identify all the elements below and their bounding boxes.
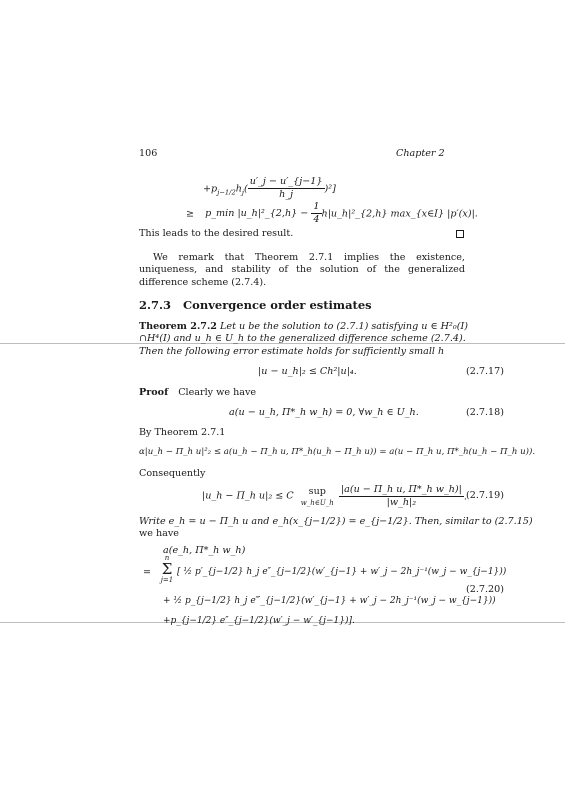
proof-intro: Proof Clearly we have xyxy=(139,387,257,398)
consequently-text: Consequently xyxy=(139,468,206,479)
by-theorem-text: By Theorem 2.7.1 xyxy=(139,427,226,438)
equation-2-7-18: a(u − u_h, Π*_h w_h) = 0, ∀w_h ∈ U_h. xyxy=(229,407,419,418)
page-number: 106 xyxy=(139,148,158,159)
lead-text: This leads to the desired result. xyxy=(139,228,294,239)
equation-2-7-20-line1: [ ½ p′_{j−1/2} h_j e″_{j−1/2}(w′_{j−1} + w′_j − 2h_j⁻¹(w_j − w_{j−1})) xyxy=(177,567,507,577)
equation-top-line2: ≥ p_min |u_h|²_{2,h} − $\frac{1}{4}$ h|u_h|²_{2,h} max_{x∈I} |p′(x)|. xyxy=(186,201,478,226)
theorem-line2: ∩H⁴(I) and u_h ∈ U_h to the generalized difference scheme (2.7.4). xyxy=(139,333,466,344)
equation-2-7-20-eq-sign: = xyxy=(143,567,152,578)
equation-number-2-7-20: (2.7.20) xyxy=(466,584,505,595)
write-text-line2: we have xyxy=(139,528,179,539)
equation-2-7-20-line3: +p_{j−1/2} e″_{j−1/2}(w′_j − w′_{j−1})]. xyxy=(163,616,355,626)
alpha-inequality: α|u_h − Π_h u|²₂ ≤ a(u_h − Π_h u, Π*_h(u_h − Π_h u)) = a(u − Π_h u, Π*_h(u_h − Π_h u)). xyxy=(139,447,536,457)
equation-number-2-7-17: (2.7.17) xyxy=(466,366,505,377)
qed-icon xyxy=(456,230,464,238)
equation-number-2-7-18: (2.7.18) xyxy=(466,407,505,418)
theorem-line1: Theorem 2.7.2 Let u be the solution to (2.7.1) satisfying u ∈ H²₀(I) xyxy=(139,321,468,332)
equation-2-7-20-line2: + ½ p_{j−1/2} h_j e‴_{j−1/2}(w′_{j−1} + w′_j − 2h_j⁻¹(w_j − w_{j−1})) xyxy=(163,596,496,606)
chapter-label: Chapter 2 xyxy=(396,148,445,159)
equation-2-7-17: |u − u_h|₂ ≤ Ch²|u|₄. xyxy=(258,366,357,377)
write-text-line1: Write e_h = u − Π_h u and e_h(x_{j−1/2}) = e_{j−1/2}. Then, similar to (2.7.15) xyxy=(139,516,533,527)
section-heading: 2.7.3 Convergence order estimates xyxy=(139,298,372,312)
theorem-line3: Then the following error estimate holds for sufficiently small h xyxy=(139,346,445,357)
equation-top-line1: $+p_{j-1/2}h_j$( $\frac{u'\_j - u'\_\{j-1\}}{h\_j}$ )²] xyxy=(203,176,336,201)
equation-number-2-7-19: (2.7.19) xyxy=(466,490,505,501)
equation-2-7-19: |u_h − Π_h u|₂ ≤ C sup w_h∈U_h $\frac{\text{|a(u − Π\_h u, Π*\_h w\_h)|}}{\text{|w\_h|₂}}$ . xyxy=(202,484,467,509)
remark-paragraph: We remark that Theorem 2.7.1 implies the existence, uniqueness, and stability of the solution of the generalized difference scheme (2.7.4). xyxy=(139,252,465,288)
summation-symbol: n Σ j=1 xyxy=(160,554,174,584)
equation-2-7-20-line0: a(e_h, Π*_h w_h) xyxy=(163,545,246,556)
